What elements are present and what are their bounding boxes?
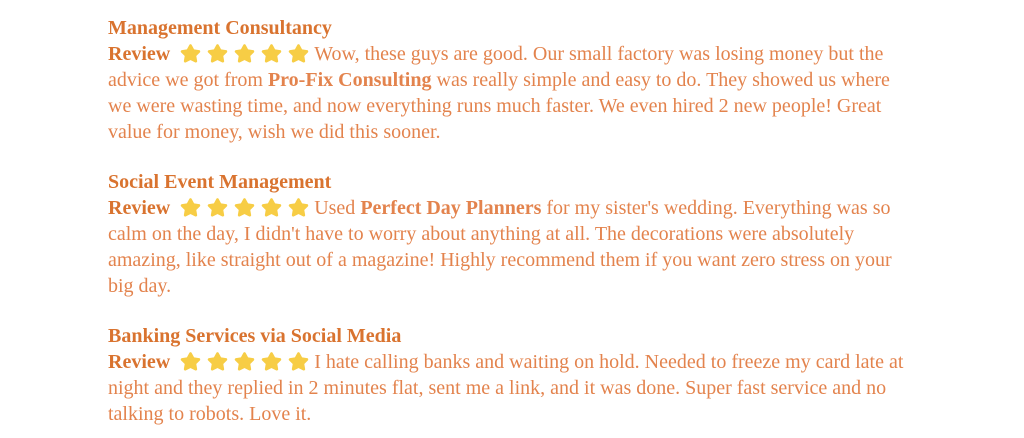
review-paragraph [108, 349, 908, 427]
review-paragraph [108, 195, 908, 299]
star-icon [261, 43, 282, 64]
section-title: Social Event Management [108, 171, 332, 193]
review-paragraph [108, 41, 908, 145]
star-icon [207, 197, 228, 218]
star-icon [207, 43, 228, 64]
review-section [108, 323, 910, 427]
review-section [108, 169, 910, 299]
star-icon [234, 351, 255, 372]
star-icon [261, 197, 282, 218]
star-rating [177, 43, 312, 65]
star-icon [234, 43, 255, 64]
review-text-segment: for my sister's wedding. Everything was so calm on the day, I didn't have to worry about anything at all. The decorations were absolutely amazing, like straight out of a magazine! Highly recommend them if you want zero stress on your big day. [108, 197, 892, 297]
review-text-segment: I hate calling banks and waiting on hold. Needed to freeze my card late at night and they replied in 2 minutes flat, sent me a link, and it was done. Super fast service and no talking to robots. Love it. [108, 351, 904, 425]
star-icon [180, 43, 201, 64]
review-label: Review [108, 43, 176, 65]
star-icon [288, 197, 309, 218]
star-icon [288, 43, 309, 64]
review-section [108, 15, 910, 145]
star-icon [180, 351, 201, 372]
review-label: Review [108, 197, 176, 219]
star-icon [207, 351, 228, 372]
star-rating [177, 197, 312, 219]
star-icon [234, 197, 255, 218]
section-title: Management Consultancy [108, 17, 332, 39]
review-text-segment: Used [314, 197, 361, 219]
star-icon [180, 197, 201, 218]
review-brand-name: Perfect Day Planners [360, 197, 542, 219]
review-text-segment: Wow, these guys are good. Our small factory was losing money but the advice we got from [108, 43, 884, 91]
star-icon [261, 351, 282, 372]
star-icon [288, 351, 309, 372]
review-label: Review [108, 351, 176, 373]
star-rating [177, 351, 312, 373]
review-brand-name: Pro-Fix Consulting [267, 69, 432, 91]
section-title: Banking Services via Social Media [108, 325, 402, 347]
review-text-segment: was really simple and easy to do. They showed us where we were wasting time, and now everything runs much faster. We even hired 2 new people! Great value for money, wish we did this sooner. [108, 69, 890, 143]
